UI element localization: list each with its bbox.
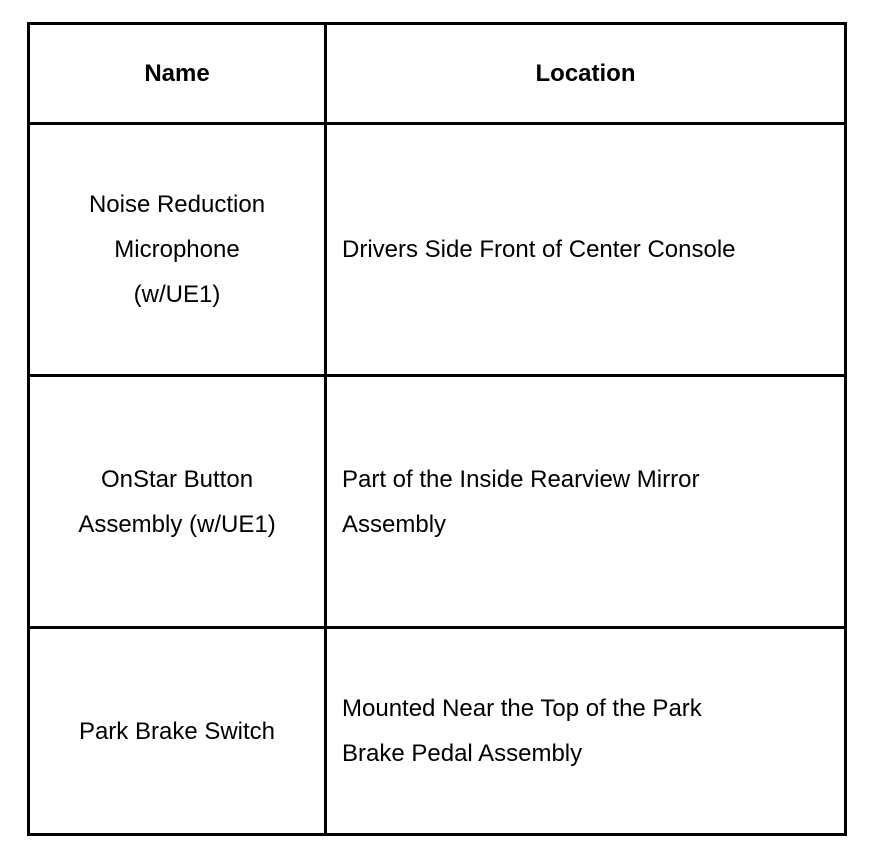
component-location-cell: [326, 628, 846, 835]
component-name-line: Assembly (w/UE1): [78, 510, 276, 538]
component-name-line: OnStar Button: [100, 465, 254, 493]
component-location-cell: [326, 124, 846, 376]
component-name-line: Noise Reduction: [88, 191, 266, 218]
table-header-row: [29, 24, 846, 124]
component-location-line: Mounted Near the Top of the Park: [342, 695, 702, 722]
component-location-table: [27, 22, 847, 836]
component-name-line: (w/UE1): [133, 281, 221, 308]
component-name-line: Microphone: [114, 236, 240, 263]
location-column-header: Location: [326, 24, 846, 124]
table-row: [29, 124, 846, 376]
component-name-line: Park Brake Switch: [78, 717, 276, 745]
component-location-cell: [326, 376, 846, 628]
component-name-cell: [29, 124, 326, 376]
component-name-cell: [29, 376, 326, 628]
component-location-line: Part of the Inside Rearview Mirror: [342, 465, 700, 493]
table-row: [29, 628, 846, 835]
component-location-line: Brake Pedal Assembly: [342, 740, 583, 767]
table-row: [29, 376, 846, 628]
component-location-line: Drivers Side Front of Center Console: [342, 236, 736, 263]
name-column-header: Name: [29, 24, 326, 124]
component-name-cell: [29, 628, 326, 835]
component-location-line: Assembly: [342, 510, 447, 538]
